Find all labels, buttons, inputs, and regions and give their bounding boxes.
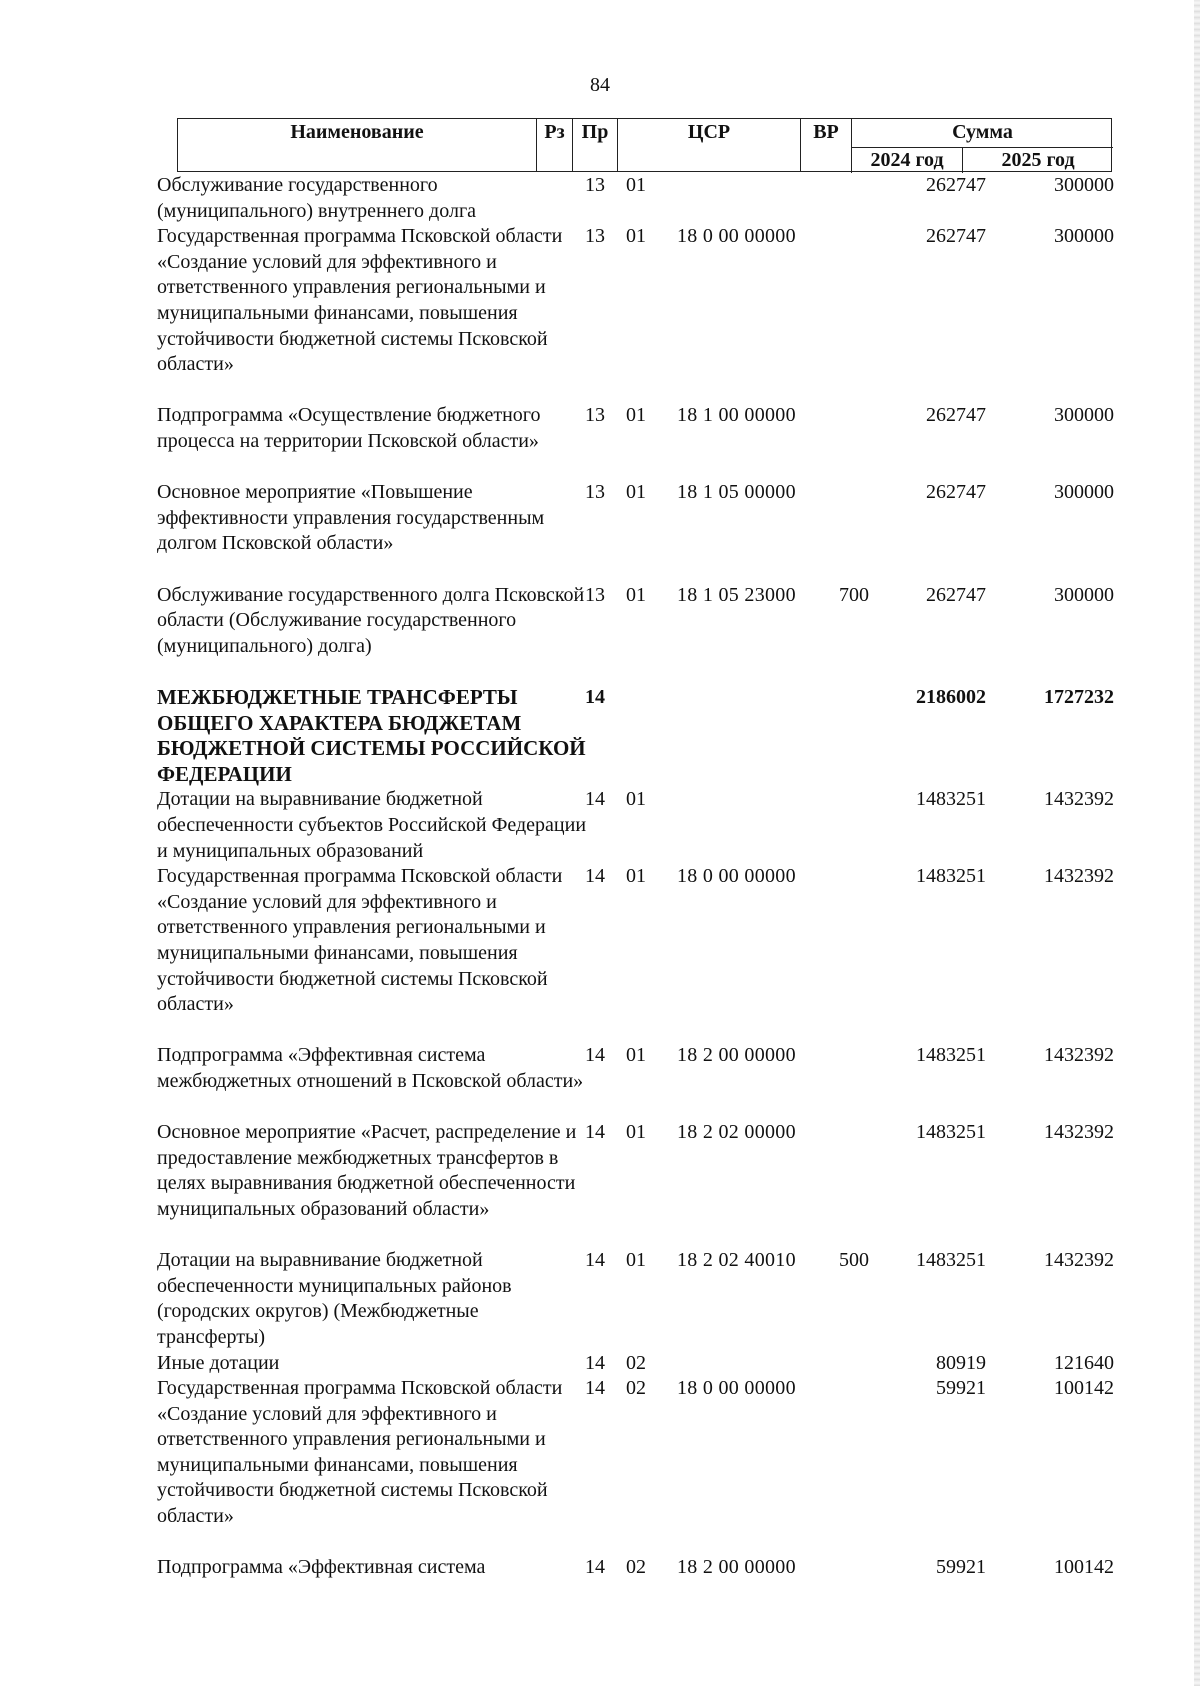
header-vr: ВР: [800, 119, 851, 171]
table-header: [177, 118, 1112, 172]
row-sum-2024: 59921: [936, 1556, 986, 1579]
row-name: Дотации на выравнивание бюджетной обеспеченности субъектов Российской Федерации и муниципальных образований: [157, 788, 587, 862]
row-rz: 14: [585, 1044, 605, 1067]
row-sum-2025: 1432392: [1044, 1249, 1114, 1272]
row-rz: 14: [585, 1351, 605, 1374]
row-name: Обслуживание государственного (муниципального) внутреннего долга: [157, 174, 477, 222]
row-name: Иные дотации: [157, 1351, 280, 1374]
table-row: [157, 1043, 1117, 1120]
row-sum-2025: 300000: [1054, 225, 1114, 248]
row-rz: 14: [585, 865, 605, 888]
row-rz: 14: [585, 1556, 605, 1579]
row-sum-2025: 300000: [1054, 404, 1114, 427]
row-sum-2025: 121640: [1054, 1351, 1114, 1374]
row-name: Основное мероприятие «Повышение эффективности управления государственным долгом Псковской области»: [157, 481, 545, 555]
row-sum-2024: 1483251: [916, 1044, 986, 1067]
row-pr: 01: [626, 583, 646, 606]
table-row: [157, 583, 1117, 685]
row-csr: 18 0 00 00000: [677, 1377, 796, 1400]
table-row: [157, 864, 1117, 1043]
row-pr: 01: [626, 788, 646, 811]
row-csr: 18 1 05 00000: [677, 481, 796, 504]
row-name: МЕЖБЮДЖЕТНЫЕ ТРАНСФЕРТЫ ОБЩЕГО ХАРАКТЕРА БЮДЖЕТАМ БЮДЖЕТНОЙ СИСТЕМЫ РОССИЙСКОЙ ФЕДЕРАЦИИ: [157, 684, 586, 786]
table-row: [157, 1376, 1117, 1555]
header-2025: 2025 год: [962, 147, 1113, 173]
row-rz: 14: [585, 1249, 605, 1272]
header-rz: Рз: [536, 119, 572, 171]
row-sum-2024: 262747: [926, 583, 986, 606]
row-sum-2025: 1727232: [1044, 685, 1114, 708]
row-rz: 13: [585, 404, 605, 427]
row-pr: 02: [626, 1351, 646, 1374]
row-pr: 02: [626, 1377, 646, 1400]
table-row: [157, 1120, 1117, 1248]
row-pr: 01: [626, 174, 646, 196]
row-rz: 14: [585, 1121, 605, 1144]
table-row: [157, 173, 1117, 224]
table-row: [157, 685, 1117, 787]
row-pr: 01: [626, 865, 646, 888]
row-sum-2025: 300000: [1054, 583, 1114, 606]
row-rz: 14: [585, 685, 605, 708]
budget-table-body: [157, 173, 1117, 1581]
row-pr: 01: [626, 404, 646, 427]
page-number: 84: [590, 74, 610, 96]
row-sum-2024: 262747: [926, 481, 986, 504]
row-name: Подпрограмма «Эффективная система: [157, 1556, 486, 1579]
row-sum-2024: 1483251: [916, 1121, 986, 1144]
row-name: Основное мероприятие «Расчет, распределение и предоставление межбюджетных трансфертов в целях выравнивания бюджетной обеспеченности муниципальных образований области»: [157, 1121, 577, 1220]
row-name: Дотации на выравнивание бюджетной обеспеченности муниципальных районов (городских округов) (Межбюджетные трансферты): [157, 1249, 512, 1348]
row-csr: 18 2 00 00000: [677, 1556, 796, 1579]
row-name: Государственная программа Псковской области «Создание условий для эффективного и ответственного управления региональными и муниципальными финансами, повышения устойчивости бюджетной системы Псковской области»: [157, 865, 563, 1016]
header-name: Наименование: [290, 121, 424, 143]
row-sum-2025: 300000: [1054, 481, 1114, 504]
row-csr: 18 1 05 23000: [677, 583, 796, 606]
row-name: Подпрограмма «Осуществление бюджетного процесса на территории Псковской области»: [157, 404, 541, 452]
row-vr: 500: [839, 1249, 869, 1272]
row-name: Обслуживание государственного долга Псковской области (Обслуживание государственного (муниципального) долга): [157, 583, 585, 657]
row-sum-2024: 1483251: [916, 788, 986, 811]
row-csr: 18 0 00 00000: [677, 225, 796, 248]
header-pr: Пр: [572, 119, 617, 171]
row-rz: 13: [585, 225, 605, 248]
table-row: [157, 1555, 1117, 1581]
row-sum-2024: 2186002: [916, 685, 986, 708]
row-csr: 18 0 00 00000: [677, 865, 796, 888]
row-sum-2025: 1432392: [1044, 1044, 1114, 1067]
row-csr: 18 2 00 00000: [677, 1044, 796, 1067]
row-rz: 13: [585, 174, 605, 196]
row-sum-2025: 300000: [1054, 174, 1114, 196]
row-name: Подпрограмма «Эффективная система межбюджетных отношений в Псковской области»: [157, 1044, 584, 1092]
row-rz: 13: [585, 481, 605, 504]
row-csr: 18 2 02 40010: [677, 1249, 796, 1272]
row-sum-2024: 262747: [926, 174, 986, 196]
table-row: [157, 480, 1117, 582]
header-2024: 2024 год: [851, 147, 962, 173]
row-csr: 18 1 00 00000: [677, 404, 796, 427]
row-rz: 13: [585, 583, 605, 606]
row-sum-2024: 262747: [926, 404, 986, 427]
table-row: [157, 224, 1117, 403]
row-rz: 14: [585, 1377, 605, 1400]
table-row: [157, 1351, 1117, 1377]
table-row: [157, 787, 1117, 864]
row-sum-2025: 1432392: [1044, 1121, 1114, 1144]
row-sum-2024: 59921: [936, 1377, 986, 1400]
row-name: Государственная программа Псковской области «Создание условий для эффективного и ответственного управления региональными и муниципальными финансами, повышения устойчивости бюджетной системы Псковской области»: [157, 1377, 563, 1528]
table-row: [157, 403, 1117, 480]
row-pr: 01: [626, 481, 646, 504]
row-vr: 700: [839, 583, 869, 606]
row-sum-2025: 100142: [1054, 1556, 1114, 1579]
row-sum-2024: 1483251: [916, 1249, 986, 1272]
row-csr: 18 2 02 00000: [677, 1121, 796, 1144]
row-sum-2024: 262747: [926, 225, 986, 248]
row-pr: 01: [626, 1121, 646, 1144]
row-sum-2025: 100142: [1054, 1377, 1114, 1400]
row-sum-2024: 1483251: [916, 865, 986, 888]
row-pr: 01: [626, 225, 646, 248]
row-sum-2025: 1432392: [1044, 865, 1114, 888]
row-pr: 02: [626, 1556, 646, 1579]
table-row: [157, 1248, 1117, 1350]
row-name: Государственная программа Псковской области «Создание условий для эффективного и ответственного управления региональными и муниципальными финансами, повышения устойчивости бюджетной системы Псковской области»: [157, 225, 563, 376]
row-sum-2024: 80919: [936, 1351, 986, 1374]
row-pr: 01: [626, 1044, 646, 1067]
header-csr: ЦСР: [617, 119, 800, 171]
scan-edge: [1194, 0, 1200, 1686]
row-sum-2025: 1432392: [1044, 788, 1114, 811]
row-pr: 01: [626, 1249, 646, 1272]
header-sum: Сумма: [851, 119, 1113, 171]
row-rz: 14: [585, 788, 605, 811]
